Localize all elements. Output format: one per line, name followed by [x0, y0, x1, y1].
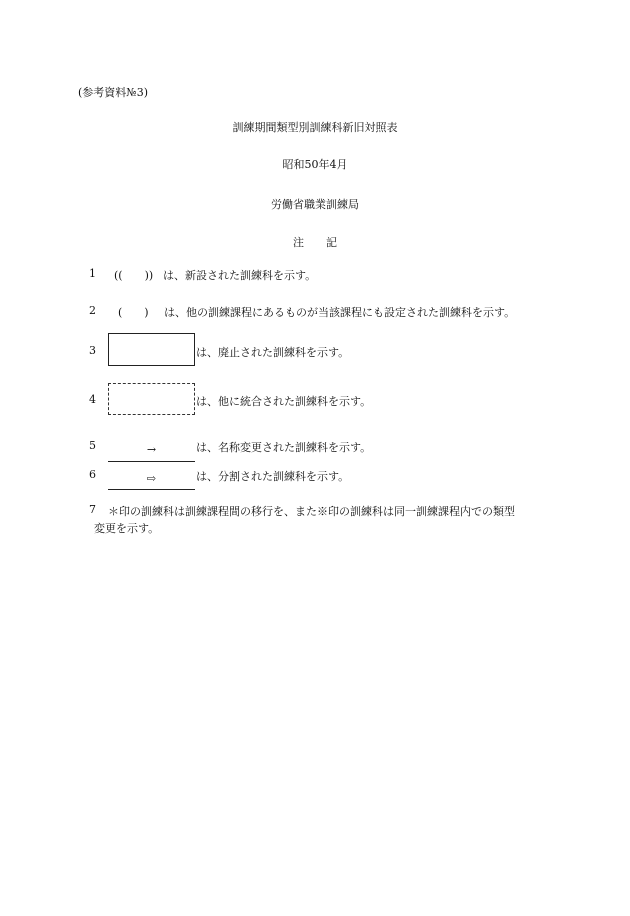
note-text: は、新設された訓練科を示す。: [163, 269, 317, 282]
note-text: は、他に統合された訓練科を示す。: [196, 395, 372, 408]
note-text: は、名称変更された訓練科を示す。: [196, 441, 372, 454]
note-number: 5: [89, 439, 96, 452]
note-number: 4: [89, 393, 96, 406]
right-arrow-icon: →: [146, 443, 157, 456]
note-number: 2: [89, 304, 96, 317]
issuer: 労働省職業訓練局: [271, 198, 359, 211]
note-number: 1: [89, 267, 96, 280]
notes-heading: 注 記: [293, 236, 337, 249]
note-text: は、他の訓練課程にあるものが当該課程にも設定された訓練科を示す。: [164, 306, 516, 319]
underline-symbol: [108, 489, 195, 490]
note-text: は、廃止された訓練科を示す。: [196, 346, 350, 359]
solid-box-symbol: [108, 333, 195, 366]
reference-label: (参考資料№3): [78, 86, 148, 99]
document-title: 訓練期間類型別訓練科新旧対照表: [232, 121, 398, 134]
document-date: 昭和50年4月: [282, 158, 348, 171]
double-paren-marker: (( )): [114, 269, 154, 282]
note-number: 3: [89, 344, 96, 357]
note-number: 6: [89, 468, 96, 481]
note-text: は、分割された訓練科を示す。: [196, 470, 350, 483]
note-text-continued: 変更を示す。: [94, 522, 160, 535]
note-number: 7: [89, 503, 96, 516]
note-text: ＊印の訓練科は訓練課程間の移行を、また※印の訓練科は同一訓練課程内での類型: [108, 505, 515, 518]
paren-marker: ( ): [118, 306, 149, 319]
underline-symbol: [108, 461, 195, 462]
outline-arrow-icon: ⇨: [146, 472, 157, 485]
dashed-box-symbol: [108, 383, 195, 415]
